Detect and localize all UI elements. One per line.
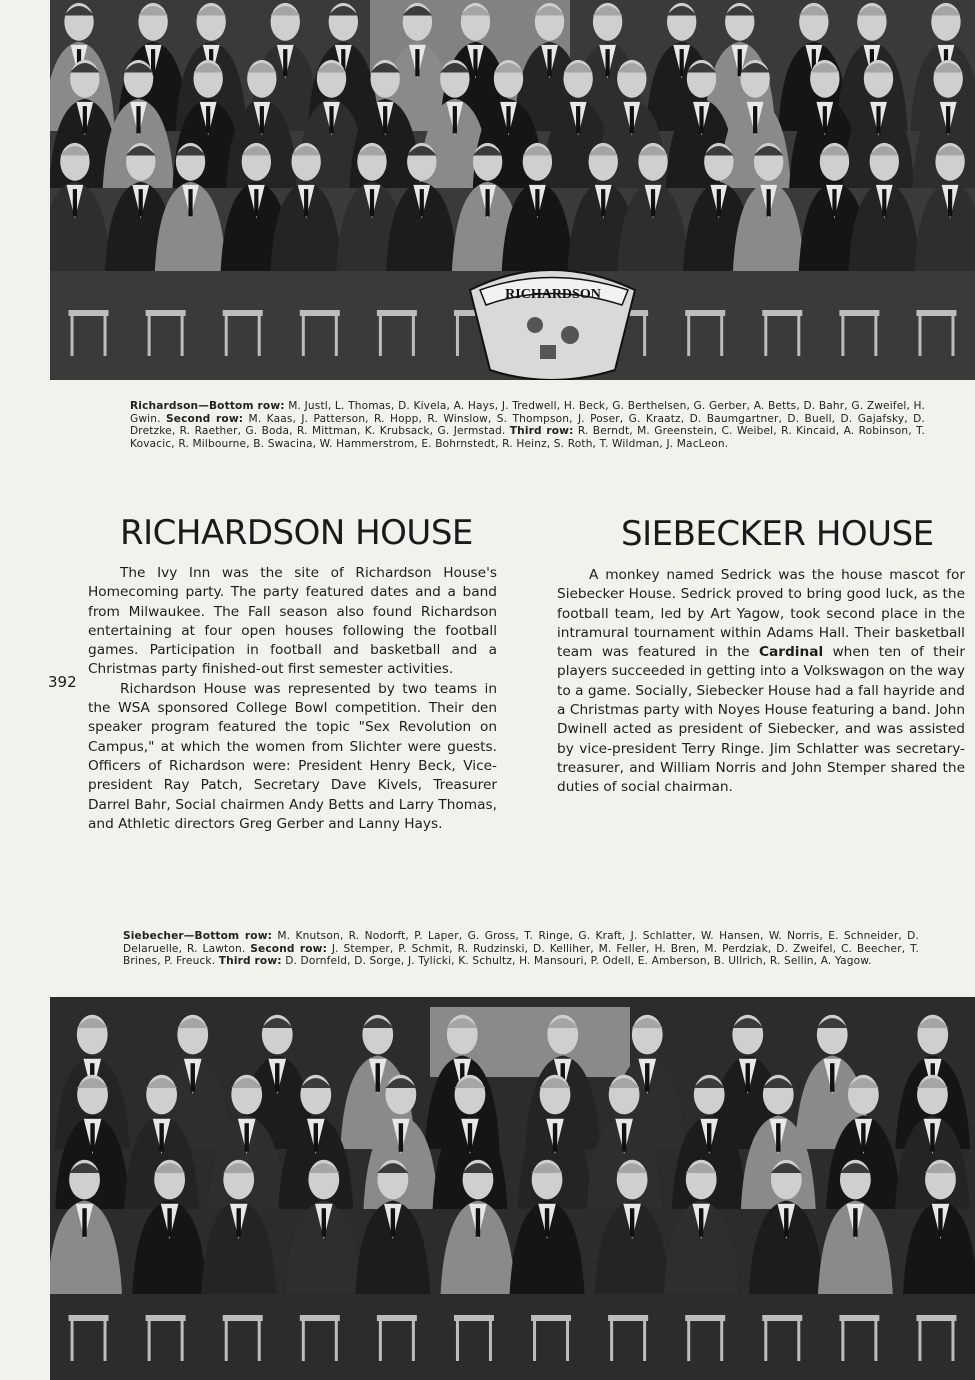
richardson-photo-caption	[130, 400, 925, 450]
caption-names-bottom-row: M. Knutson, R. Nodorft, P. Laper, G. Gross, T. Ringe, G. Kraft, J. Schlatter, W. Hansen, W. Norris, E. Schneider, D. Delaruelle, R. Lawton.	[123, 930, 920, 955]
caption-label-second-row: Second row:	[166, 412, 244, 425]
caption-names-third-row: R. Berndt, M. Greenstein, C. Weibel, R. Kincaid, A. Robinson, T. Kovacic, R. Milbourne, B. Swacina, W. Hammerstrom, E. Bohrnstedt, R. Heinz, S. Roth, T. Wildman, J. MacLeon.	[130, 425, 926, 450]
richardson-paragraph-2: Richardson House was represented by two teams in the WSA sponsored College Bowl competition. Their den speaker program featured the topic "Sex Revolution on Campus," at which the women from Slichter were guests. Officers of Richardson were: President Henry Beck, Vice-president Ray Patch, Secretary Dave Kivels, Treasurer Darrel Bahr, Social chairmen Andy Betts and Larry Thomas, and Athletic directors Greg Gerber and Lanny Hays.	[88, 680, 497, 832]
caption-label-second-row: Second row:	[250, 942, 327, 955]
caption-label-bottom-row: —Bottom row:	[198, 400, 285, 412]
richardson-house-heading: RICHARDSON HOUSE	[120, 513, 473, 553]
caption-label-third-row: Third row:	[509, 425, 574, 438]
caption-label-third-row: Third row:	[218, 955, 282, 968]
richardson-banner	[470, 270, 635, 380]
cardinal-publication-name: Cardinal	[758, 644, 824, 661]
siebecker-article	[557, 566, 965, 798]
siebecker-text-part-2: when ten of their players succeeded in getting into a Volkswagon on the way to a game. Socially, Siebecker House had a fall hayride and a Christmas party with Noyes House featuring a band. John Dwinell acted as president of Siebecker, and was assisted by vice-president Terry Ringe. Jim Schlatter was secretary-treasurer, and William Norris and John Stemper shared the duties of social chairman.	[557, 644, 965, 796]
richardson-photo-canvas	[50, 0, 975, 380]
page-number: 392	[48, 673, 77, 691]
siebecker-house-heading: SIEBECKER HOUSE	[621, 514, 934, 554]
caption-house-name: Siebecher	[123, 930, 184, 942]
caption-names-second-row: M. Kaas, J. Patterson, R. Hopp, R. Winslow, S. Thompson, J. Poser, G. Kraatz, D. Baumgartner, D. Buell, D. Gajafsky, D. Dretzke, R. Raether, G. Boda, R. Mittman, K. Krubsack, G. Jermstad.	[130, 412, 925, 438]
siebecker-group-photo	[50, 997, 975, 1380]
caption-label-bottom-row: —Bottom row:	[183, 930, 273, 942]
siebecker-text-part-1: A monkey named Sedrick was the house mascot for Siebecker House. Sedrick proved to bring good luck, as the football team, led by Art Yagow, took second place in the intramural tournament within Adams Hall. Their basketball team was featured in the	[557, 567, 965, 661]
siebecker-paragraph	[557, 566, 965, 798]
caption-names-third-row: D. Dornfeld, D. Sorge, J. Tylicki, K. Schultz, H. Mansouri, P. Odell, E. Amberson, B. Ullrich, R. Sellin, A. Yagow.	[281, 955, 872, 968]
richardson-paragraph-1: The Ivy Inn was the site of Richardson House's Homecoming party. The party featured dates and a band from Milwaukee. The Fall season also found Richardson entertaining at four open houses following the football games. Participation in football and basketball and a Christmas party finished-out first semester activities.	[88, 565, 497, 678]
siebecker-photo-canvas	[50, 997, 975, 1380]
caption-names-bottom-row: M. Justl, L. Thomas, D. Kivela, A. Hays, J. Tredwell, H. Beck, G. Berthelsen, G. Gerber, A. Betts, D. Bahr, G. Zweifel, H. Gwin.	[130, 400, 925, 425]
banner-text: RICHARDSON	[505, 287, 601, 302]
caption-names-second-row: J. Stemper, P. Schmit, R. Rudzinski, D. Kelliher, M. Feller, H. Bren, M. Perdziak, D. Zweifel, C. Beecher, T. Brines, P. Freuck.	[123, 942, 919, 968]
richardson-group-photo	[50, 0, 975, 380]
siebecker-photo-caption	[123, 930, 919, 968]
caption-house-name: Richardson	[130, 400, 199, 412]
richardson-article	[88, 564, 497, 834]
